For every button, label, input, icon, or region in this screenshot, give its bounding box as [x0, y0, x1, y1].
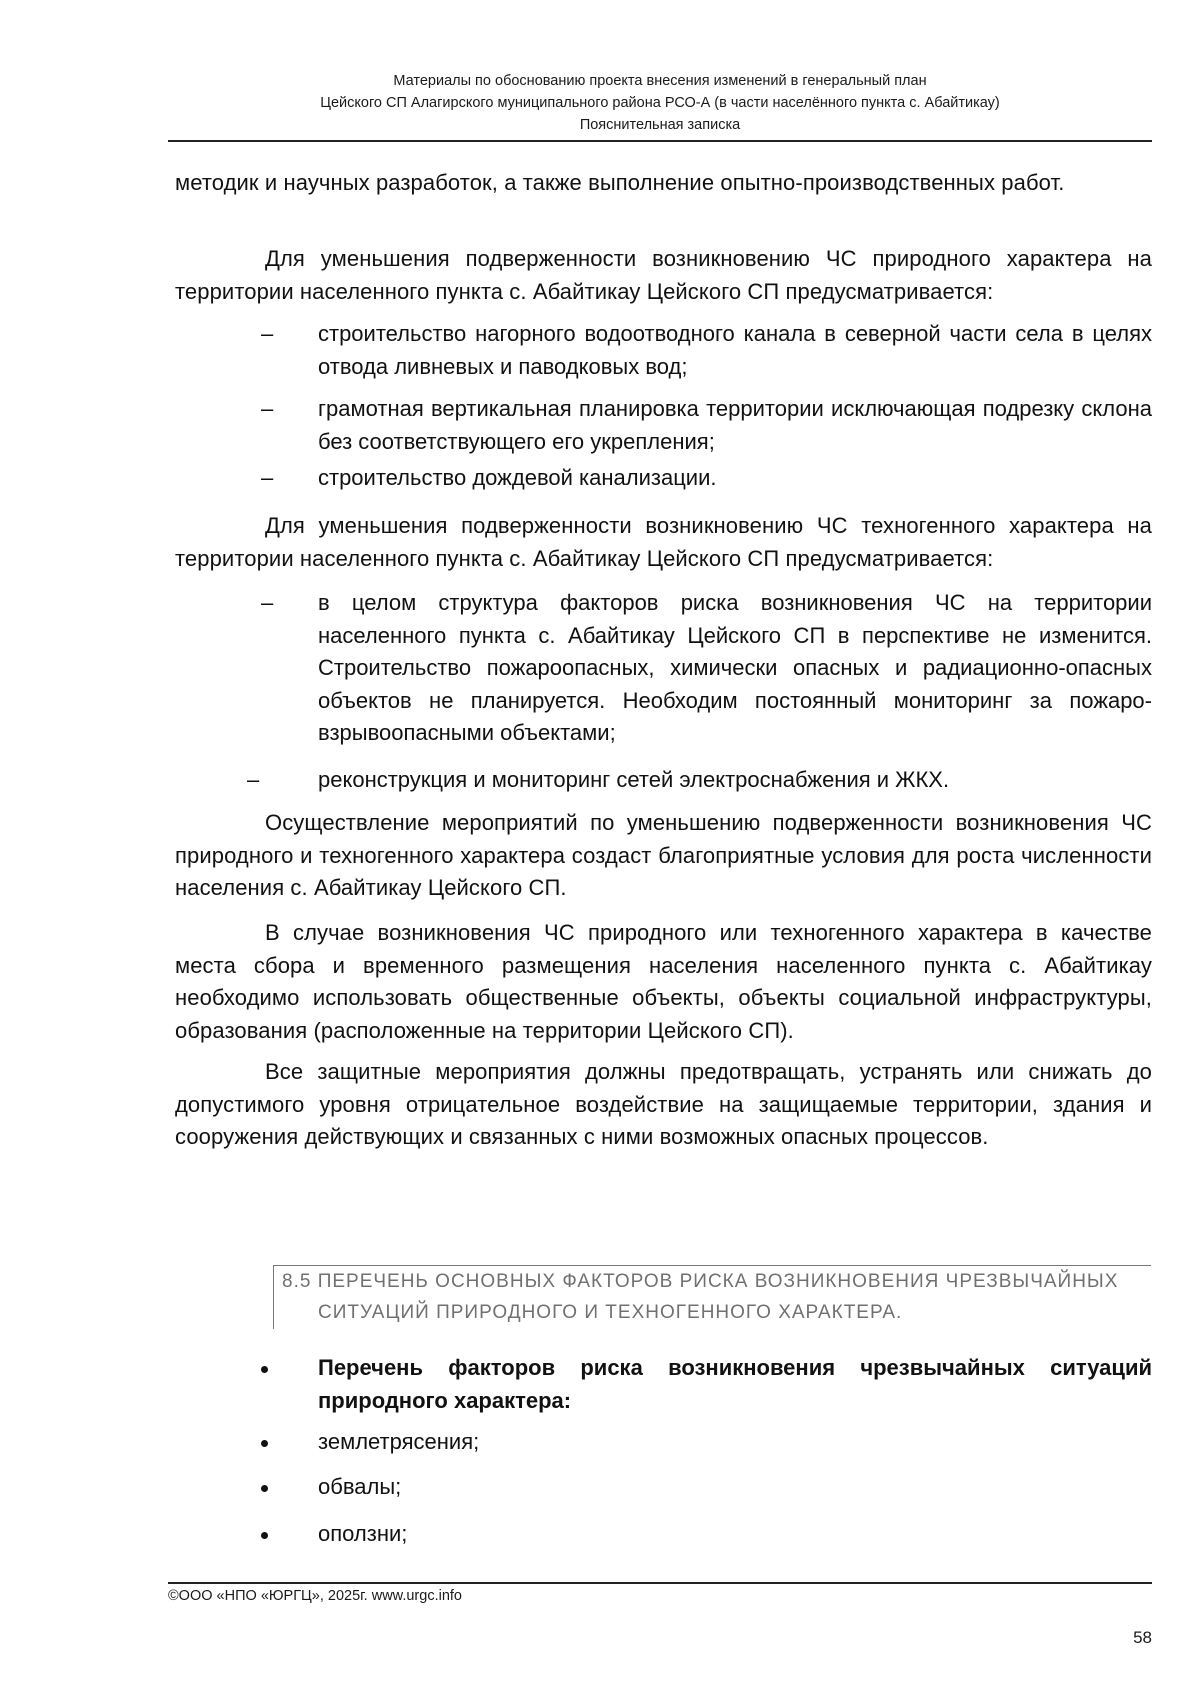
header-line-2: Цейского СП Алагирского муниципального района РСО-А (в части населённого пункта с. Абайтикау)	[320, 95, 1000, 111]
section-heading	[273, 1265, 1151, 1329]
paragraph-evacuation: В случае возникновения ЧС природного или техногенного характера в качестве места сбора и временного размещения населения населенного пункта с. Абайтикау необходимо использовать общественные объекты, объекты социальной инфраструктуры, образования (расположенные на территории Цейского СП).	[175, 920, 1152, 1043]
bullet-item-text: оползни;	[318, 1521, 408, 1546]
bullet-item-text: землетрясения;	[318, 1429, 480, 1454]
dash-marker: –	[261, 396, 274, 421]
paragraph-tech-intro: Для уменьшения подверженности возникновению ЧС техногенного характера на территории населенного пункта с. Абайтикау Цейского СП предусматривается:	[175, 513, 1152, 571]
natural-measure-text: грамотная вертикальная планировка территории исключающая подрезку склона без соответствующего его укрепления;	[318, 396, 1152, 454]
footer-copyright: ©ООО «НПО «ЮРГЦ», 2025г. www.urgc.info	[168, 1588, 462, 1604]
bullet-dot	[261, 1366, 268, 1373]
bullet-item-text: обвалы;	[318, 1474, 402, 1499]
page-number: 58	[1133, 1628, 1152, 1647]
header-line-3: Пояснительная записка	[579, 117, 741, 133]
paragraph-measures: Осуществление мероприятий по уменьшению подверженности возникновения ЧС природного и техногенного характера создаст благоприятные условия для роста численности населения с. Абайтикау Цейского СП.	[175, 810, 1152, 900]
bullet-dot	[261, 1532, 268, 1539]
header-line-1: Материалы по обоснованию проекта внесения изменений в генеральный план	[393, 73, 927, 89]
bullet-dot	[261, 1485, 268, 1492]
header-divider	[168, 140, 1152, 142]
tech-measure-text: в целом структура факторов риска возникновения ЧС на территории населенного пункта с. Абайтикау Цейского СП в перспективе не изменится. Строительство пожароопасных, химически опасных и радиационно-опасных объектов не планируется. Необходим постоянный мониторинг за пожаро- взрывоопасными объектами;	[318, 590, 1152, 745]
dash-marker: –	[247, 767, 260, 792]
bullet-heading-text: Перечень факторов риска возникновения чрезвычайных ситуаций природного характера:	[318, 1355, 1152, 1413]
bullet-dot	[261, 1440, 268, 1447]
paragraph-protective: Все защитные мероприятия должны предотвращать, устранять или снижать до допустимого уровня отрицательное воздействие на защищаемые территории, здания и сооружения действующих и связанных с ними возможных опасных процессов.	[175, 1059, 1152, 1149]
natural-measure-text: строительство дождевой канализации.	[318, 465, 717, 490]
natural-measure-text: строительство нагорного водоотводного канала в северной части села в целях отвода ливневых и паводковых вод;	[318, 321, 1152, 379]
document-header	[168, 70, 1152, 136]
paragraph-continuation: методик и научных разработок, а также выполнение опытно-производственных работ.	[175, 170, 1065, 195]
section-heading-line-2: СИТУАЦИЙ ПРИРОДНОГО И ТЕХНОГЕННОГО ХАРАКТЕРА.	[318, 1302, 903, 1323]
dash-marker: –	[261, 590, 274, 615]
dash-marker: –	[261, 321, 274, 346]
paragraph-natural-intro: Для уменьшения подверженности возникновению ЧС природного характера на территории населенного пункта с. Абайтикау Цейского СП предусматривается:	[175, 246, 1152, 304]
section-heading-line-1: 8.5 ПЕРЕЧЕНЬ ОСНОВНЫХ ФАКТОРОВ РИСКА ВОЗНИКНОВЕНИЯ ЧРЕЗВЫЧАЙНЫХ	[282, 1271, 1119, 1292]
tech-measure-text: реконструкция и мониторинг сетей электроснабжения и ЖКХ.	[318, 767, 950, 792]
dash-marker: –	[261, 465, 274, 490]
footer-divider	[168, 1582, 1152, 1584]
